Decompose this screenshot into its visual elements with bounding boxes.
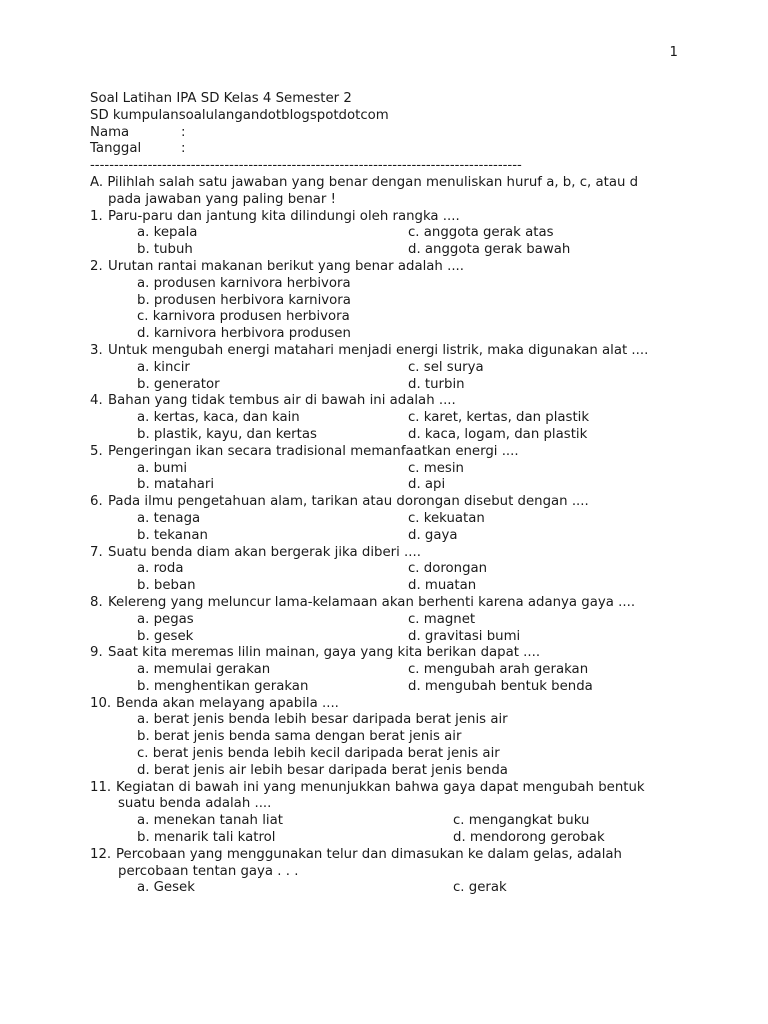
option-d: d. mengubah bentuk benda xyxy=(408,678,593,694)
question-number: 5. xyxy=(90,443,103,459)
options-row xyxy=(90,712,710,729)
question-text: Urutan rantai makanan berikut yang benar adalah .... xyxy=(108,258,464,274)
question-number: 1. xyxy=(90,208,103,224)
option-d: d. turbin xyxy=(408,376,465,392)
question-2 xyxy=(90,259,710,276)
option-a: a. roda xyxy=(137,561,184,577)
option-c: c. mengubah arah gerakan xyxy=(408,662,589,678)
question-text: Saat kita meremas lilin mainan, gaya yang kita berikan dapat .... xyxy=(108,645,541,661)
option-c: c. sel surya xyxy=(408,359,484,375)
option-a: a. kepala xyxy=(137,225,198,241)
name-colon: : xyxy=(181,124,186,140)
question-number: 12. xyxy=(90,846,112,862)
options-row xyxy=(90,880,710,897)
option-c: c. dorongan xyxy=(408,561,488,577)
name-label: Nama xyxy=(90,124,130,140)
option-d: d. berat jenis air lebih besar daripada berat jenis benda xyxy=(137,762,508,778)
option-d: d. kaca, logam, dan plastik xyxy=(408,426,588,442)
options-row xyxy=(90,293,710,310)
worksheet-source: SD kumpulansoalulangandotblogspotdotcom xyxy=(90,107,389,123)
options-row xyxy=(90,242,710,259)
option-b: b. plastik, kayu, dan kertas xyxy=(137,426,317,442)
options-row xyxy=(90,830,710,847)
question-text: Untuk mengubah energi matahari menjadi energi listrik, maka digunakan alat .... xyxy=(108,342,649,358)
option-a: a. berat jenis benda lebih besar daripada berat jenis air xyxy=(137,712,508,728)
options-row xyxy=(90,427,710,444)
option-c: c. mengangkat buku xyxy=(453,813,590,829)
option-a: a. menekan tanah liat xyxy=(137,813,283,829)
options-row xyxy=(90,477,710,494)
question-number: 6. xyxy=(90,494,103,510)
options-row xyxy=(90,511,710,528)
question-number: 9. xyxy=(90,645,103,661)
divider: ------------------------------------------------------------------------------------------ xyxy=(90,158,522,174)
options-row xyxy=(90,746,710,763)
option-d: d. api xyxy=(408,477,446,493)
question-text: Bahan yang tidak tembus air di bawah ini adalah .... xyxy=(108,393,456,409)
options-row xyxy=(90,528,710,545)
options-row xyxy=(90,276,710,293)
options-row xyxy=(90,729,710,746)
options-row xyxy=(90,629,710,646)
option-c: c. karnivora produsen herbivora xyxy=(137,309,350,325)
options-row xyxy=(90,763,710,780)
option-c: c. gerak xyxy=(453,880,507,896)
option-d: d. anggota gerak bawah xyxy=(408,242,571,258)
options-row xyxy=(90,377,710,394)
options-row xyxy=(90,360,710,377)
options-row xyxy=(90,326,710,343)
option-a: a. bumi xyxy=(137,460,188,476)
option-b: b. menarik tali katrol xyxy=(137,830,276,846)
date-colon: : xyxy=(181,141,186,157)
option-d: d. mendorong gerobak xyxy=(453,830,605,846)
instruction-line-2: pada jawaban yang paling benar ! xyxy=(108,191,336,207)
option-b: b. matahari xyxy=(137,477,215,493)
worksheet-body xyxy=(90,91,710,897)
question-text-continued: suatu benda adalah .... xyxy=(118,796,272,812)
options-row xyxy=(90,679,710,696)
option-b: b. menghentikan gerakan xyxy=(137,678,309,694)
option-c: c. kekuatan xyxy=(408,510,485,526)
option-c: c. berat jenis benda lebih kecil daripada berat jenis air xyxy=(137,746,500,762)
option-a: a. produsen karnivora herbivora xyxy=(137,275,351,291)
options-row xyxy=(90,309,710,326)
option-d: d. karnivora herbivora produsen xyxy=(137,326,351,342)
question-8 xyxy=(90,595,710,612)
instruction-line-1: A. Pilihlah salah satu jawaban yang benar dengan menuliskan huruf a, b, c, atau d xyxy=(90,174,639,190)
question-6 xyxy=(90,494,710,511)
page-number: 1 xyxy=(669,45,678,60)
question-text: Kelereng yang meluncur lama-kelamaan akan berhenti karena adanya gaya .... xyxy=(108,594,636,610)
question-number: 7. xyxy=(90,544,103,560)
option-a: a. Gesek xyxy=(137,880,195,896)
question-1 xyxy=(90,209,710,226)
options-row xyxy=(90,578,710,595)
options-row xyxy=(90,461,710,478)
question-3 xyxy=(90,343,710,360)
question-number: 8. xyxy=(90,594,103,610)
option-b: b. generator xyxy=(137,376,220,392)
options-row xyxy=(90,813,710,830)
options-row xyxy=(90,225,710,242)
question-11 xyxy=(90,780,710,797)
question-text-continued: percobaan tentan gaya . . . xyxy=(118,863,299,879)
date-field xyxy=(90,141,710,158)
option-d: d. muatan xyxy=(408,578,477,594)
option-a: a. tenaga xyxy=(137,510,201,526)
question-12 xyxy=(90,847,710,864)
question-number: 10. xyxy=(90,695,112,711)
option-b: b. tubuh xyxy=(137,242,193,258)
option-a: a. pegas xyxy=(137,611,194,627)
option-b: b. beban xyxy=(137,578,196,594)
question-number: 4. xyxy=(90,393,103,409)
option-b: b. gesek xyxy=(137,628,194,644)
option-a: a. kincir xyxy=(137,359,190,375)
option-c: c. magnet xyxy=(408,611,476,627)
question-text: Suatu benda diam akan bergerak jika diberi .... xyxy=(108,544,421,560)
question-5 xyxy=(90,444,710,461)
option-a: a. memulai gerakan xyxy=(137,662,271,678)
question-number: 2. xyxy=(90,258,103,274)
question-number: 11. xyxy=(90,779,112,795)
question-4 xyxy=(90,393,710,410)
option-b: b. berat jenis benda sama dengan berat jenis air xyxy=(137,729,462,745)
options-row xyxy=(90,662,710,679)
question-text: Pada ilmu pengetahuan alam, tarikan atau dorongan disebut dengan .... xyxy=(108,494,589,510)
name-field xyxy=(90,125,710,142)
option-d: d. gaya xyxy=(408,527,458,543)
options-row xyxy=(90,612,710,629)
option-d: d. gravitasi bumi xyxy=(408,628,521,644)
question-number: 3. xyxy=(90,342,103,358)
worksheet-title: Soal Latihan IPA SD Kelas 4 Semester 2 xyxy=(90,91,352,106)
option-c: c. karet, kertas, dan plastik xyxy=(408,410,590,426)
options-row xyxy=(90,410,710,427)
option-b: b. tekanan xyxy=(137,527,208,543)
question-text: Percobaan yang menggunakan telur dan dimasukan ke dalam gelas, adalah xyxy=(116,846,622,862)
question-text: Benda akan melayang apabila .... xyxy=(116,695,339,711)
question-text: Paru-paru dan jantung kita dilindungi oleh rangka .... xyxy=(108,208,460,224)
question-7 xyxy=(90,545,710,562)
option-a: a. kertas, kaca, dan kain xyxy=(137,410,300,426)
question-9 xyxy=(90,645,710,662)
option-c: c. anggota gerak atas xyxy=(408,225,554,241)
question-10 xyxy=(90,696,710,713)
option-b: b. produsen herbivora karnivora xyxy=(137,292,351,308)
question-text: Pengeringan ikan secara tradisional memanfaatkan energi .... xyxy=(108,443,519,459)
date-label: Tanggal xyxy=(90,141,142,157)
question-text: Kegiatan di bawah ini yang menunjukkan bahwa gaya dapat mengubah bentuk xyxy=(116,779,645,795)
options-row xyxy=(90,561,710,578)
option-c: c. mesin xyxy=(408,460,464,476)
